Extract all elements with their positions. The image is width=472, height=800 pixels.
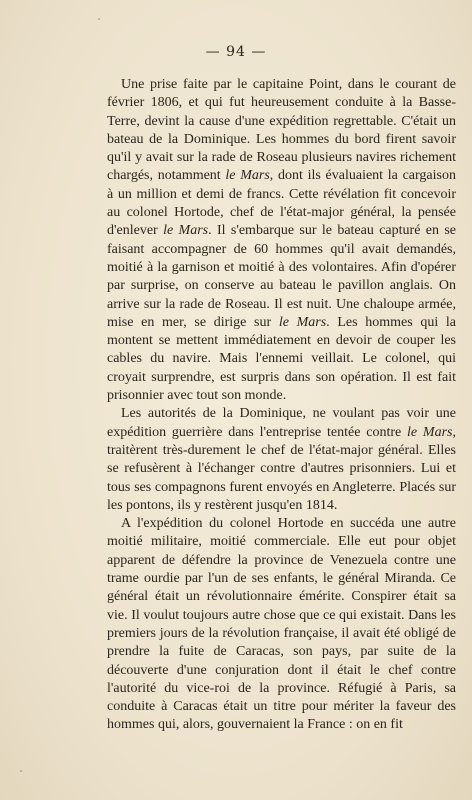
- text-run: Une prise faite par le capitaine Point, dans le courant de février 1806, et qui fut heureusement conduite à la Basse-Terre, devint la cause d'une expédition regrettable. C'était un bateau de la Dominique. Les hommes du bord firent savoir qu'il y avait sur la rade de Roseau plusieurs navires richement chargés, notamment: [107, 77, 456, 184]
- paper-speck: [20, 770, 22, 772]
- text-run: . Il s'embarque sur le bateau capturé en se faisant accompagner de 60 hommes qu'il avait demandés, moitié à la garnison et moitié à des volontaires. Afin d'opérer par surprise, on conserve au bateau le pavillon anglais. On arrive sur la rade de Roseau. Il est nuit. Une chaloupe armée, mise en mer, se dirige sur: [107, 223, 457, 330]
- text-run: Les autorités de la Dominique, ne voulant pas voir une expédition guerrière dans l'entreprise tentée contre: [107, 406, 456, 440]
- text-run: , traitèrent très-durement le chef de l'état-major général. Elles se refusèrent à l'échanger contre d'autres prisonniers. Lui et tous ses compagnons furent envoyés en Angleterre. Placés sur les pontons, ils y restèrent jusqu'en 1814.: [107, 424, 456, 513]
- body-text: [107, 76, 456, 735]
- text-run: A l'expédition du colonel Hortode en succéda une autre moitié militaire, moitié commerciale. Elle eut pour objet apparent de défendre la province de Venezuela contre une trame ourdie par l'un de ses enfants, le général Miranda. Ce général était un révolutionnaire émérite. Conspirer était sa vie. Il voulut toujours autre chose que ce qui existait. Dans les premiers jours de la révolution française, il avait été obligé de prendre la fuite de Caracas, son pays, par suite de la découverte d'une conjuration dont il était le chef contre l'autorité du vice-roi de la province. Réfugié à Paris, sa conduite à Caracas était un titre pour mériter la faveur des hommes qui, alors, gouvernaient la France : on en fit: [107, 516, 456, 733]
- page-number: — 94 —: [205, 44, 267, 60]
- paragraph: [107, 515, 456, 735]
- text-run: . Les hommes qui la montent se mettent immédiatement en devoir de couper les cables du navire. Mais l'ennemi veillait. Le colonel, qui croyait surprendre, est surpris dans son opération. Il est fait prisonnier avec tout son monde.: [107, 314, 456, 404]
- ship-name-italic: le Mars: [278, 314, 327, 330]
- ship-name-italic: le Mars: [225, 168, 270, 184]
- paragraph: [107, 76, 456, 405]
- ship-name-italic: le Mars: [163, 223, 209, 239]
- text-run: , dont ils évaluaient la cargaison à un million et demi de francs. Cette révélation fit concevoir au colonel Hortode, chef de l'état-major général, la pensée d'enlever: [107, 168, 456, 239]
- paper-speck: [98, 18, 100, 20]
- ship-name-italic: le Mars: [407, 424, 453, 440]
- paragraph: [107, 405, 456, 515]
